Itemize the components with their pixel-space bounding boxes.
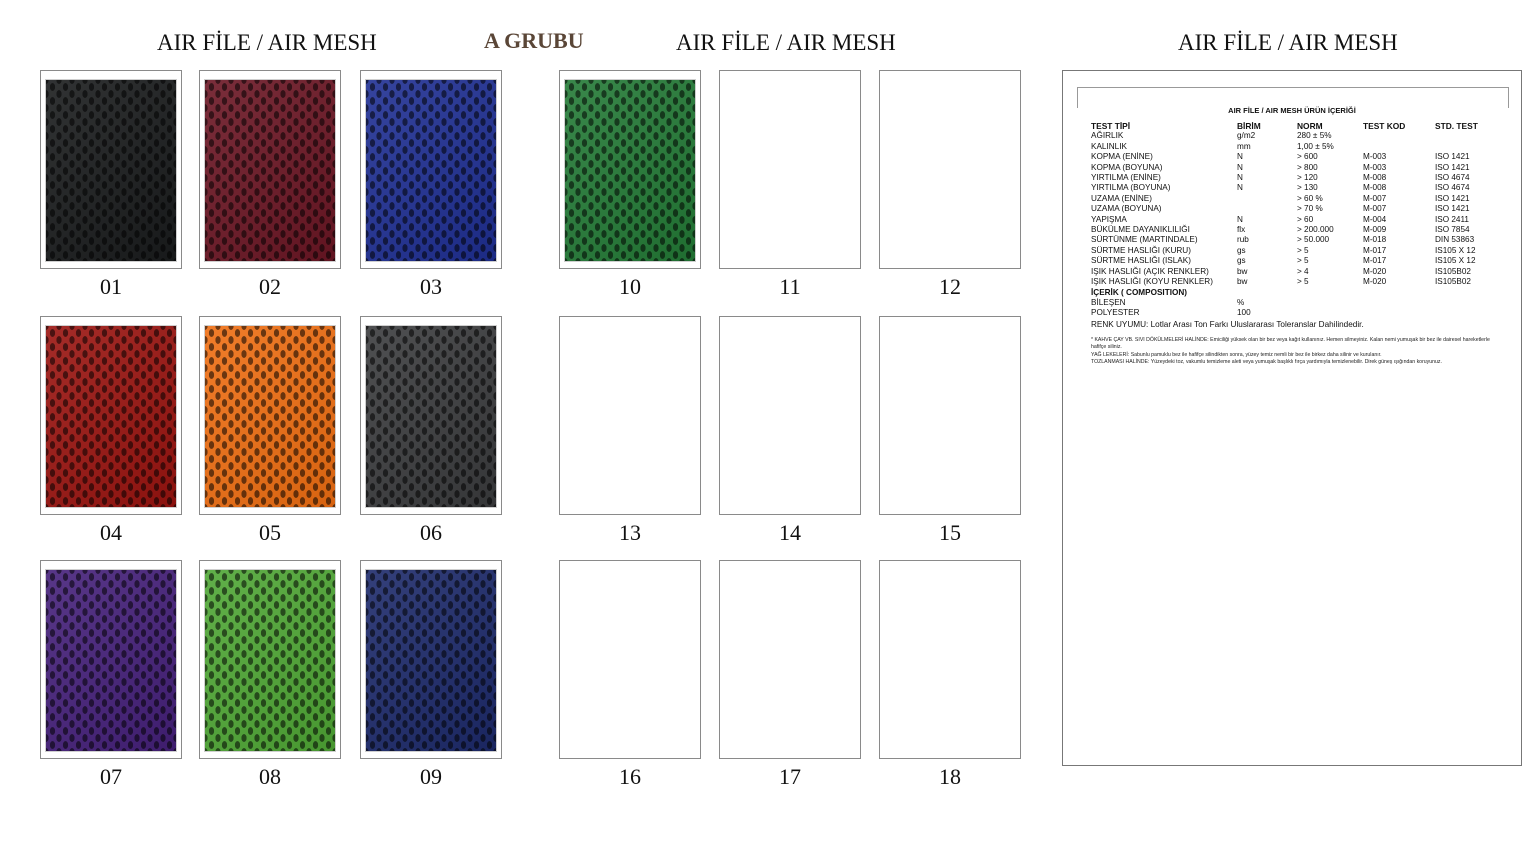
spec-cell: YIRTILMA (ENİNE)	[1091, 173, 1161, 183]
spec-cell: ISO 2411	[1435, 214, 1469, 224]
swatch-16	[559, 560, 701, 759]
spec-cell: IS105B02	[1435, 277, 1471, 287]
heading-left: AIR FİLE / AIR MESH	[157, 30, 377, 55]
care-notes	[1091, 337, 1503, 367]
spec-row	[1091, 277, 1505, 287]
swatch-number: 14	[779, 520, 801, 545]
spec-cell: KALINLIK	[1091, 141, 1127, 151]
spec-cell: M-017	[1363, 256, 1387, 266]
spec-cell: IS105 X 12	[1435, 245, 1476, 255]
swatch-12	[879, 70, 1021, 269]
spec-cell: 1,00 ± 5%	[1297, 141, 1334, 151]
spec-cell: YAPIŞMA	[1091, 214, 1127, 224]
spec-cell: ISO 4674	[1435, 183, 1470, 193]
mesh-texture	[204, 79, 336, 262]
heading-middle: AIR FİLE / AIR MESH	[676, 30, 896, 55]
swatch-number: 06	[420, 520, 442, 545]
spec-cell: M-008	[1363, 183, 1387, 193]
swatch-number: 04	[100, 520, 122, 545]
spec-cell: ISO 1421	[1435, 162, 1470, 172]
spec-row	[1091, 267, 1505, 277]
spec-cell	[1237, 204, 1297, 214]
swatch-18	[879, 560, 1021, 759]
col-test-tipi: TEST TİPİ	[1091, 121, 1131, 131]
mesh-texture	[204, 569, 336, 752]
spec-cell: AĞIRLIK	[1091, 131, 1124, 141]
mesh-texture	[45, 325, 177, 508]
spec-cell: IŞIK HASLIĞI (AÇIK RENKLER)	[1091, 266, 1209, 276]
spec-cell: ISO 1421	[1435, 193, 1470, 203]
spec-cell	[1237, 194, 1297, 204]
mesh-texture	[204, 325, 336, 508]
spec-cell: N	[1237, 214, 1243, 224]
swatch-number: 11	[779, 274, 801, 299]
swatch-number: 15	[939, 520, 961, 545]
spec-cell: > 50.000	[1297, 235, 1330, 245]
swatch-number: 12	[939, 274, 961, 299]
swatch-14	[719, 316, 861, 515]
spec-cell: bw	[1237, 277, 1248, 287]
swatch-number: 05	[259, 520, 281, 545]
spec-cell: > 200.000	[1297, 225, 1334, 235]
spec-cell: ISO 1421	[1435, 204, 1470, 214]
spec-cell: N	[1237, 173, 1243, 183]
spec-cell: gs	[1237, 245, 1246, 255]
spec-cell: M-003	[1363, 162, 1387, 172]
spec-cell: IŞIK HASLIĞI (KOYU RENKLER)	[1091, 277, 1213, 287]
swatch-number: 03	[420, 274, 442, 299]
spec-cell: mm	[1237, 141, 1251, 151]
spec-cell: M-003	[1363, 152, 1387, 162]
spec-cell: > 5	[1297, 277, 1309, 287]
spec-cell: > 5	[1297, 256, 1309, 266]
spec-cell: N	[1237, 183, 1243, 193]
spec-cell: M-004	[1363, 214, 1387, 224]
spec-cell: IS105B02	[1435, 266, 1471, 276]
col-norm: NORM	[1297, 121, 1323, 131]
spec-cell: ISO 7854	[1435, 225, 1470, 235]
care-note: * KAHVE ÇAY VB. SIVI DÖKÜLMELERİ HALİNDE: Emiciliği yüksek olan bir bez veya kağıt kullanınız. Hemen silmeyiniz. Kalan nemi yumuşak bir bez ile dairesel hareketlerle hafifçe siliniz.	[1091, 337, 1490, 351]
spec-cell: SÜRTÜNME (MARTINDALE)	[1091, 235, 1198, 245]
spec-cell: UZAMA (ENİNE)	[1091, 193, 1152, 203]
spec-row	[1091, 225, 1505, 235]
spec-cell	[1435, 142, 1505, 152]
swatch-number: 09	[420, 764, 442, 789]
swatch-06	[360, 316, 502, 515]
spec-cell: ISO 4674	[1435, 173, 1470, 183]
spec-row	[1091, 235, 1505, 245]
spec-cell: flx	[1237, 225, 1246, 235]
spec-row	[1091, 131, 1505, 141]
swatch-10	[559, 70, 701, 269]
composition-cell: BİLEŞEN	[1091, 297, 1126, 307]
spec-cell: > 600	[1297, 152, 1318, 162]
mesh-texture	[45, 79, 177, 262]
spec-row	[1091, 152, 1505, 162]
swatch-number: 02	[259, 274, 281, 299]
spec-cell: > 60 %	[1297, 193, 1323, 203]
swatch-number: 10	[619, 274, 641, 299]
mesh-texture	[365, 79, 497, 262]
spec-cell: KOPMA (ENİNE)	[1091, 152, 1153, 162]
spec-sheet	[1062, 70, 1522, 766]
col-test-kod: TEST KOD	[1363, 121, 1406, 131]
renk-uyumu: RENK UYUMU: Lotlar Arası Ton Farkı Uluslararası Toleranslar Dahilindedir.	[1091, 320, 1364, 329]
swatch-number: 07	[100, 764, 122, 789]
care-note: TOZLANMASI HALİNDE: Yüzeydeki toz, vakumlu temizleme aleti veya yumuşak başlıklı fırça yardımıyla temizlenebilir. Direk güneş ışığından koruyunuz.	[1091, 359, 1442, 366]
spec-row	[1091, 256, 1505, 266]
swatch-07	[40, 560, 182, 759]
swatch-03	[360, 70, 502, 269]
composition-cell: 100	[1237, 308, 1251, 318]
spec-cell: DIN 53863	[1435, 235, 1475, 245]
spec-cell: M-018	[1363, 235, 1387, 245]
spec-cell: IS105 X 12	[1435, 256, 1476, 266]
mesh-texture	[564, 79, 696, 262]
spec-cell: N	[1237, 162, 1243, 172]
spec-title: AIR FİLE / AIR MESH ÜRÜN İÇERİĞİ	[1228, 106, 1356, 115]
spec-cell: M-020	[1363, 266, 1387, 276]
spec-cell: 280 ± 5%	[1297, 131, 1332, 141]
spec-cell: M-020	[1363, 277, 1387, 287]
spec-cell: ISO 1421	[1435, 152, 1470, 162]
swatch-number: 18	[939, 764, 961, 789]
swatch-01	[40, 70, 182, 269]
spec-cell: gs	[1237, 256, 1246, 266]
spec-cell: > 5	[1297, 245, 1309, 255]
swatch-13	[559, 316, 701, 515]
swatch-number: 17	[779, 764, 801, 789]
spec-cell: N	[1237, 152, 1243, 162]
spec-row	[1091, 194, 1505, 204]
spec-cell: KOPMA (BOYUNA)	[1091, 162, 1163, 172]
swatch-05	[199, 316, 341, 515]
composition-heading: İÇERİK ( COMPOSITION)	[1091, 287, 1187, 297]
composition-cell: %	[1237, 297, 1245, 307]
heading-right: AIR FİLE / AIR MESH	[1178, 30, 1398, 55]
swatch-number: 08	[259, 764, 281, 789]
group-label: A GRUBU	[484, 28, 584, 53]
mesh-texture	[45, 569, 177, 752]
composition-heading-row	[1091, 288, 1505, 298]
swatch-15	[879, 316, 1021, 515]
spec-cell: M-009	[1363, 225, 1387, 235]
composition-row	[1091, 298, 1505, 308]
swatch-08	[199, 560, 341, 759]
spec-cell: M-008	[1363, 173, 1387, 183]
spec-cell	[1435, 131, 1505, 141]
spec-row	[1091, 215, 1505, 225]
spec-cell: BÜKÜLME DAYANIKLILIĞI	[1091, 225, 1190, 235]
spec-row	[1091, 204, 1505, 214]
swatch-09	[360, 560, 502, 759]
spec-cell: rub	[1237, 235, 1249, 245]
spec-cell: YIRTILMA (BOYUNA)	[1091, 183, 1171, 193]
swatch-number: 13	[619, 520, 641, 545]
spec-cell: g/m2	[1237, 131, 1256, 141]
spec-cell: > 4	[1297, 266, 1309, 276]
mesh-texture	[365, 325, 497, 508]
swatch-number: 01	[100, 274, 122, 299]
spec-row	[1091, 246, 1505, 256]
care-note: YAĞ LEKELERİ: Sabunlu pamuklu bez ile hafifçe silindikten sonra, yüzey temiz nemli bir bez ile birkez daha silinir ve kurulanır.	[1091, 351, 1382, 358]
spec-inner-frame	[1077, 87, 1509, 108]
spec-cell: > 120	[1297, 173, 1318, 183]
spec-cell: bw	[1237, 266, 1248, 276]
col-std-test: STD. TEST	[1435, 121, 1478, 131]
spec-cell: M-007	[1363, 204, 1387, 214]
spec-row	[1091, 142, 1505, 152]
col-birim: BİRİM	[1237, 121, 1261, 131]
swatch-11	[719, 70, 861, 269]
spec-cell: > 70 %	[1297, 204, 1323, 214]
spec-row	[1091, 183, 1505, 193]
swatch-04	[40, 316, 182, 515]
swatch-number: 16	[619, 764, 641, 789]
spec-cell	[1363, 131, 1435, 141]
swatch-02	[199, 70, 341, 269]
spec-cell: > 130	[1297, 183, 1318, 193]
spec-table	[1091, 121, 1505, 319]
spec-cell: > 800	[1297, 162, 1318, 172]
spec-cell: M-017	[1363, 245, 1387, 255]
spec-cell: UZAMA (BOYUNA)	[1091, 204, 1162, 214]
spec-row	[1091, 173, 1505, 183]
spec-cell: SÜRTME HASLIĞI (KURU)	[1091, 245, 1191, 255]
spec-cell: > 60	[1297, 214, 1314, 224]
spec-cell: SÜRTME HASLIĞI (ISLAK)	[1091, 256, 1191, 266]
spec-header-row	[1091, 121, 1505, 131]
spec-cell: M-007	[1363, 193, 1387, 203]
composition-row	[1091, 308, 1505, 318]
spec-cell	[1363, 142, 1435, 152]
composition-cell: POLYESTER	[1091, 308, 1140, 318]
mesh-texture	[365, 569, 497, 752]
swatch-17	[719, 560, 861, 759]
spec-row	[1091, 163, 1505, 173]
